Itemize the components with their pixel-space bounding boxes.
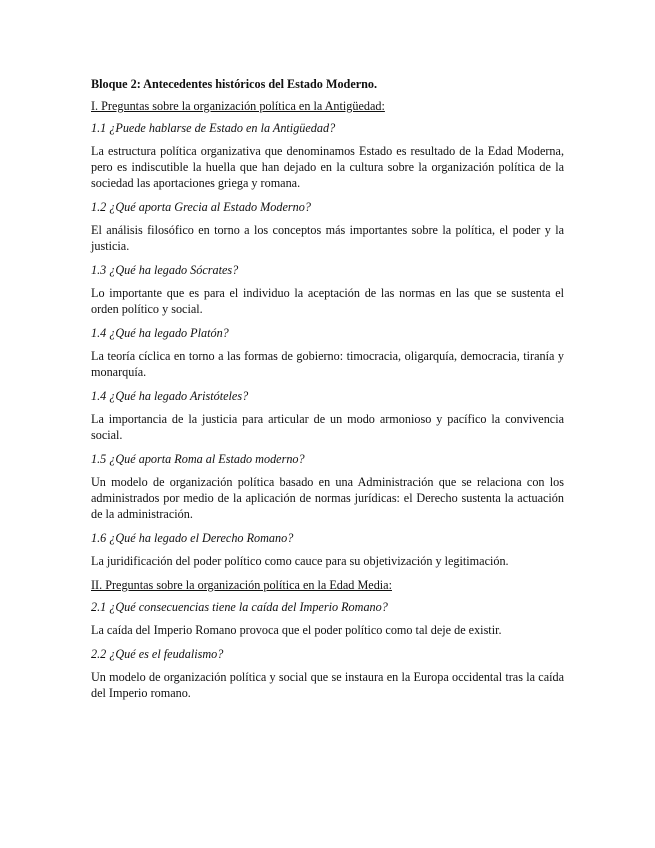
document-title: Bloque 2: Antecedentes históricos del Estado Moderno. (91, 77, 378, 91)
question-1-4-aristoteles: 1.4 ¿Qué ha legado Aristóteles? (91, 389, 249, 403)
answer-1-4-aristoteles: La importancia de la justicia para articular de un modo armonioso y pacífico la convivencia social. (91, 412, 564, 442)
question-2-1: 2.1 ¿Qué consecuencias tiene la caída del Imperio Romano? (91, 600, 388, 614)
answer-1-2: El análisis filosófico en torno a los conceptos más importantes sobre la política, el poder y la justicia. (91, 223, 564, 253)
answer-1-1: La estructura política organizativa que denominamos Estado es resultado de la Edad Moderna, pero es indiscutible la huella que han dejado en la cultura sobre la organización política de la sociedad las aportaciones griega y romana. (91, 144, 564, 190)
section-heading-antiguedad: I. Preguntas sobre la organización política en la Antigüedad: (91, 99, 385, 113)
question-1-3: 1.3 ¿Qué ha legado Sócrates? (91, 263, 239, 277)
section-heading-edad-media: II. Preguntas sobre la organización política en la Edad Media: (91, 578, 392, 592)
answer-2-1: La caída del Imperio Romano provoca que el poder político como tal deje de existir. (91, 623, 502, 637)
answer-1-3: Lo importante que es para el individuo la aceptación de las normas en las que se sustenta el orden político y social. (91, 286, 564, 316)
document-content (91, 76, 564, 709)
question-1-4-platon: 1.4 ¿Qué ha legado Platón? (91, 326, 229, 340)
question-2-2: 2.2 ¿Qué es el feudalismo? (91, 647, 224, 661)
question-1-5: 1.5 ¿Qué aporta Roma al Estado moderno? (91, 452, 305, 466)
question-1-1: 1.1 ¿Puede hablarse de Estado en la Antigüedad? (91, 121, 336, 135)
answer-1-6: La juridificación del poder político como cauce para su objetivización y legitimación. (91, 554, 509, 568)
answer-2-2: Un modelo de organización política y social que se instaura en la Europa occidental tras la caída del Imperio romano. (91, 670, 564, 700)
question-1-2: 1.2 ¿Qué aporta Grecia al Estado Moderno? (91, 200, 311, 214)
question-1-6: 1.6 ¿Qué ha legado el Derecho Romano? (91, 531, 294, 545)
answer-1-5: Un modelo de organización política basado en una Administración que se relaciona con los administrados por medio de la aplicación de normas jurídicas: el Derecho sustenta la actuación de la administración. (91, 475, 564, 521)
answer-1-4-platon: La teoría cíclica en torno a las formas de gobierno: timocracia, oligarquía, democracia, tiranía y monarquía. (91, 349, 564, 379)
